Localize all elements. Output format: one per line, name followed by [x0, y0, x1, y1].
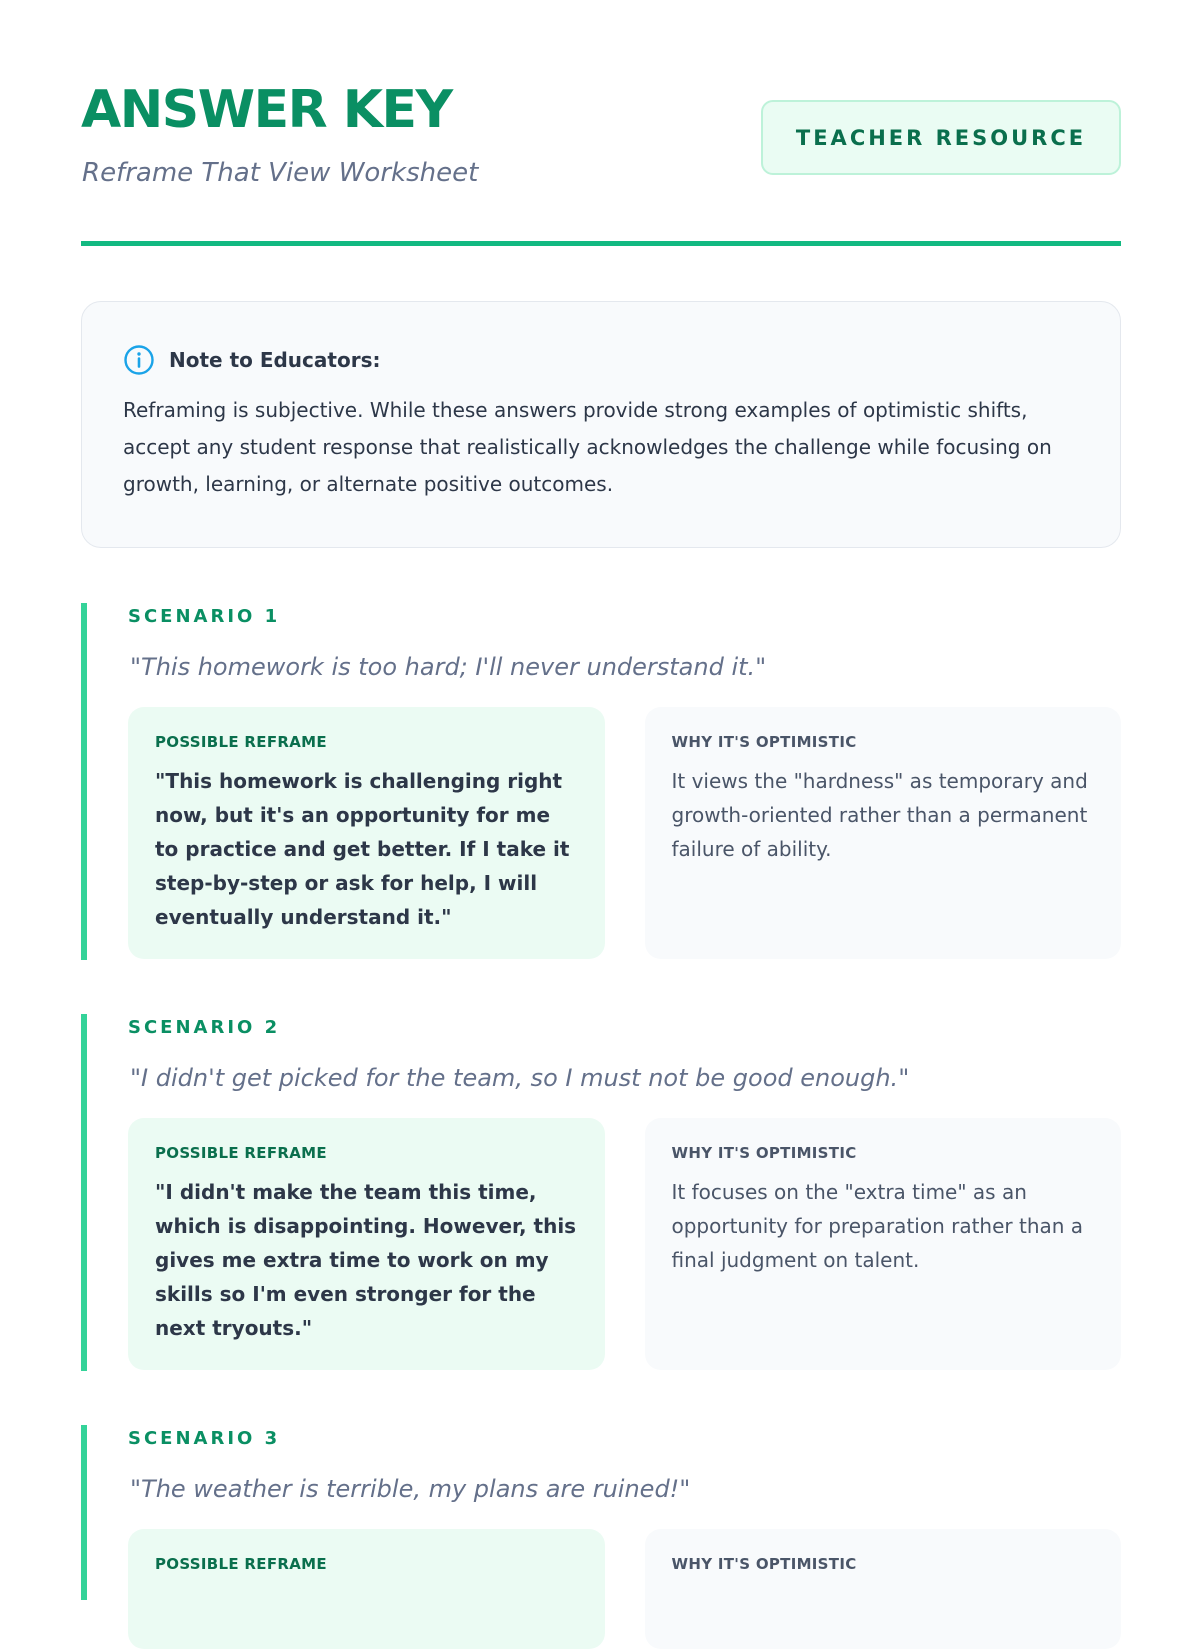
scenario-3 [81, 1425, 1121, 1600]
header-divider [81, 241, 1121, 246]
info-icon [123, 344, 155, 376]
why-optimistic-card [645, 1529, 1122, 1649]
teacher-resource-badge: TEACHER RESOURCE [761, 100, 1121, 175]
header [81, 78, 1121, 198]
why-optimistic-card [645, 707, 1122, 959]
note-text: Reframing is subjective. While these answers provide strong examples of optimistic shifts, accept any student response that realistically acknowledges the challenge while focusing on growth, learning, or alternate positive outcomes. [123, 398, 1052, 496]
why-optimistic-card [645, 1118, 1122, 1370]
reframe-text: "This homework is challenging right now, but it's an opportunity for me to practice and get better. If I take it step-by-step or ask for help, I will eventually understand it." [155, 769, 570, 929]
scenario-label: SCENARIO 1 [128, 606, 281, 627]
scenario-label: SCENARIO 2 [128, 1017, 281, 1038]
why-label: WHY IT'S OPTIMISTIC [671, 1144, 857, 1162]
scenario-quote: "The weather is terrible, my plans are ruined!" [130, 1475, 691, 1503]
scenario-1 [81, 603, 1121, 960]
why-label: WHY IT'S OPTIMISTIC [671, 733, 857, 751]
reframe-label: POSSIBLE REFRAME [155, 733, 327, 751]
why-text: It focuses on the "extra time" as an opportunity for preparation rather than a final judgment on talent. [671, 1180, 1084, 1272]
scenario-2 [81, 1014, 1121, 1371]
scenario-cards [128, 1529, 1121, 1649]
educator-note [81, 301, 1121, 548]
scenario-quote: "I didn't get picked for the team, so I must not be good enough." [130, 1064, 910, 1092]
note-label: Note to Educators: [169, 348, 381, 372]
reframe-label: POSSIBLE REFRAME [155, 1144, 327, 1162]
reframe-text: "I didn't make the team this time, which is disappointing. However, this gives me extra time to work on my skills so I'm even stronger for the next tryouts." [155, 1180, 577, 1340]
possible-reframe-card [128, 707, 605, 959]
possible-reframe-card [128, 1529, 605, 1649]
reframe-label: POSSIBLE REFRAME [155, 1555, 327, 1573]
scenario-cards [128, 707, 1121, 959]
scenario-label: SCENARIO 3 [128, 1428, 281, 1449]
why-label: WHY IT'S OPTIMISTIC [671, 1555, 857, 1573]
page-title: ANSWER KEY [81, 80, 452, 140]
scenario-cards [128, 1118, 1121, 1370]
possible-reframe-card [128, 1118, 605, 1370]
scenario-quote: "This homework is too hard; I'll never understand it." [130, 653, 767, 681]
note-header [123, 342, 1080, 378]
why-text: It views the "hardness" as temporary and growth-oriented rather than a permanent failure of ability. [671, 769, 1088, 861]
page-subtitle: Reframe That View Worksheet [82, 158, 479, 188]
